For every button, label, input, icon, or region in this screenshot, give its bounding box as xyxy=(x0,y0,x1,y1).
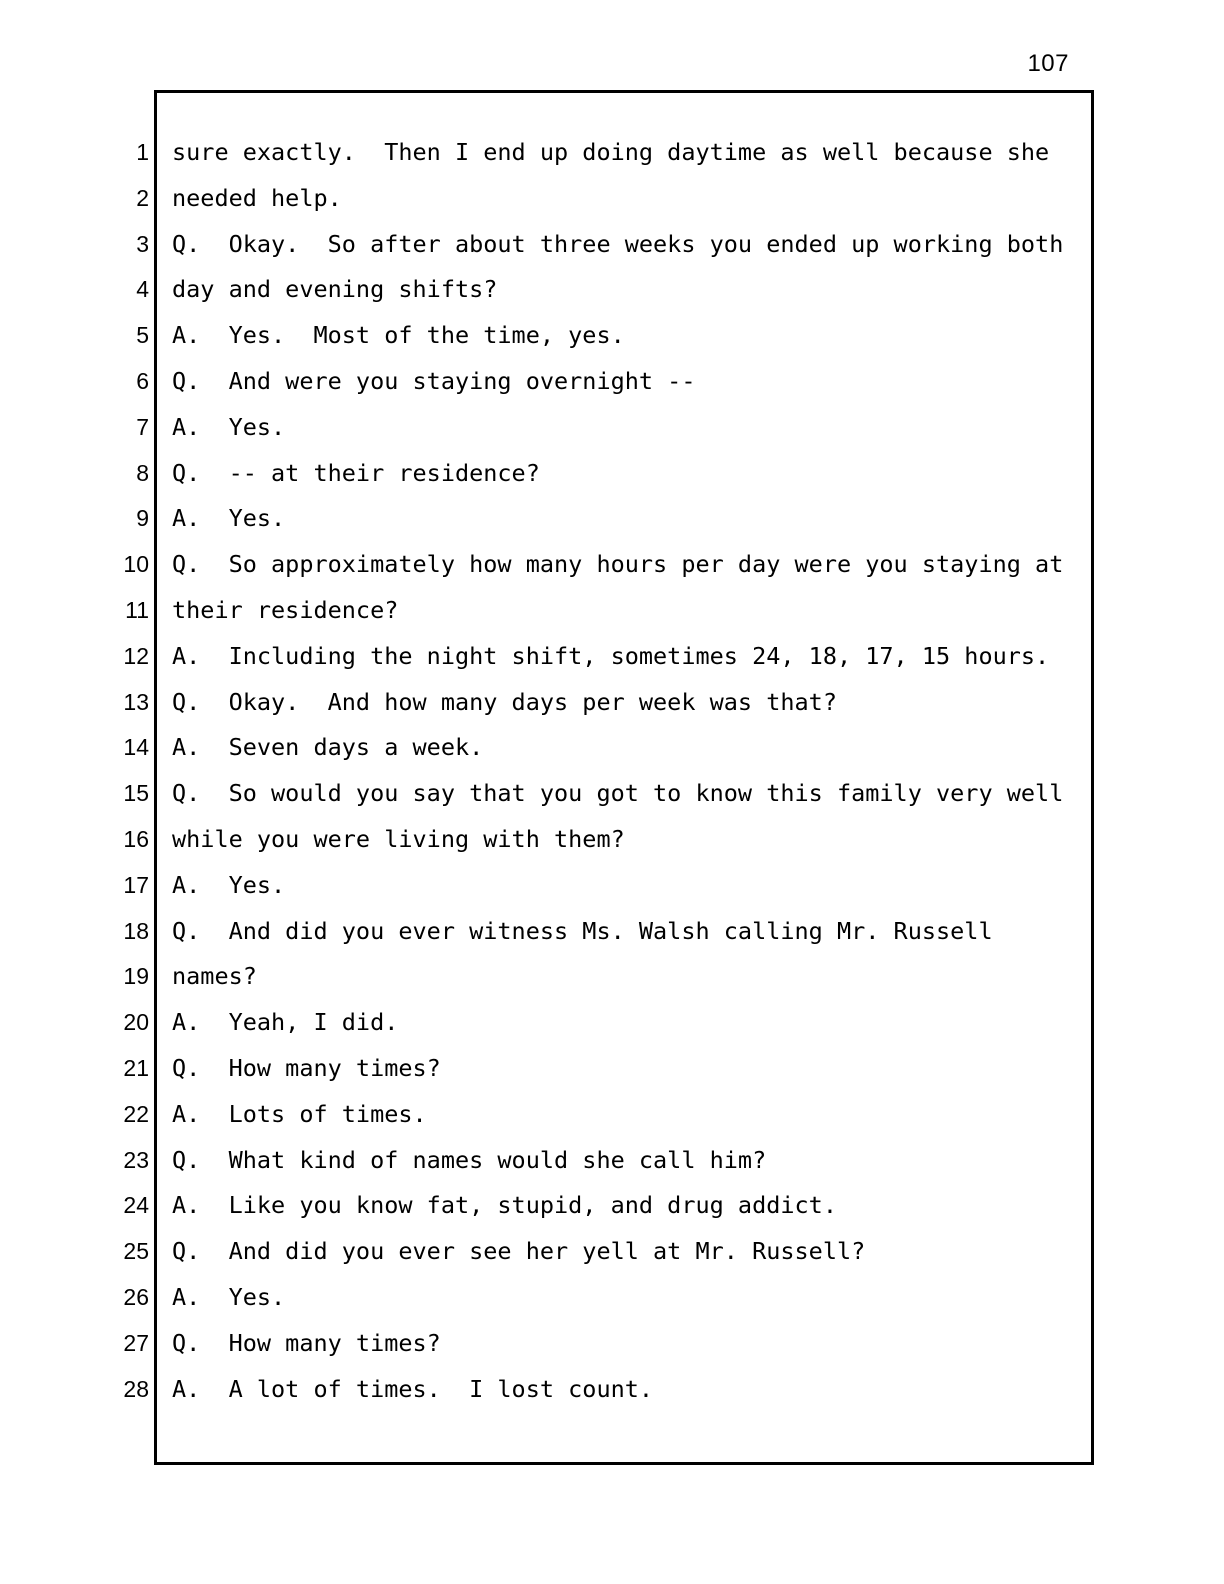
line-number: 21 xyxy=(123,1055,149,1081)
page-number: 107 xyxy=(1027,50,1069,77)
line-number: 27 xyxy=(123,1329,149,1356)
line-number: 22 xyxy=(123,1100,149,1127)
line-number: 9 xyxy=(136,505,149,532)
line-number: 1 xyxy=(136,139,149,165)
line-text: A. Yeah, I did. xyxy=(172,1008,399,1037)
line-number: 11 xyxy=(125,597,149,623)
line-text: Q. And did you ever witness Ms. Walsh calling Mr. Russell xyxy=(172,916,993,945)
transcript-line xyxy=(0,724,1224,770)
line-text: sure exactly. Then I end up doing daytime as well because she xyxy=(172,138,1050,166)
line-number: 19 xyxy=(123,963,149,990)
line-text: A. Yes. Most of the time, yes. xyxy=(172,321,625,350)
line-number: 15 xyxy=(123,780,149,807)
line-number: 14 xyxy=(123,734,149,761)
line-number: 6 xyxy=(136,368,149,394)
transcript-line xyxy=(0,999,1224,1045)
transcript-line xyxy=(0,1274,1224,1320)
transcript-line xyxy=(0,1045,1224,1091)
line-text: A. Including the night shift, sometimes 24, 18, 17, 15 hours. xyxy=(172,641,1050,670)
line-number: 26 xyxy=(123,1284,149,1310)
line-number: 5 xyxy=(136,322,149,349)
line-text: A. Seven days a week. xyxy=(172,733,484,762)
line-number: 2 xyxy=(136,184,149,211)
transcript-line xyxy=(0,450,1224,496)
line-text: day and evening shifts? xyxy=(172,275,498,304)
line-text: Q. Okay. And how many days per week was that? xyxy=(172,687,837,716)
line-number: 18 xyxy=(123,917,149,944)
line-text: names? xyxy=(172,962,257,991)
line-number: 23 xyxy=(123,1146,149,1173)
line-text: A. Like you know fat, stupid, and drug addict. xyxy=(172,1191,837,1220)
transcript-line xyxy=(0,1182,1224,1228)
line-number: 3 xyxy=(136,230,149,257)
transcript-line xyxy=(0,770,1224,816)
line-text: Q. And did you ever see her yell at Mr. Russell? xyxy=(172,1237,866,1266)
line-text: their residence? xyxy=(172,596,399,624)
line-number: 16 xyxy=(123,826,149,852)
transcript-line xyxy=(0,816,1224,862)
transcript-line xyxy=(0,1091,1224,1137)
transcript-line xyxy=(0,633,1224,679)
line-text: A. Yes. xyxy=(172,504,286,533)
line-text: Q. So approximately how many hours per day were you staying at xyxy=(172,550,1064,579)
line-text: while you were living with them? xyxy=(172,825,625,853)
transcript-line xyxy=(0,129,1224,175)
line-text: Q. Okay. So after about three weeks you ended up working both xyxy=(172,229,1064,258)
line-text: Q. And were you staying overnight -- xyxy=(172,367,696,395)
transcript-line xyxy=(0,495,1224,541)
transcript-line xyxy=(0,541,1224,587)
line-text: A. Yes. xyxy=(172,1283,286,1311)
line-number: 7 xyxy=(136,413,149,440)
transcript-line xyxy=(0,679,1224,725)
transcript-line xyxy=(0,312,1224,358)
line-text: Q. -- at their residence? xyxy=(172,458,540,487)
transcript-line xyxy=(0,1137,1224,1183)
transcript-line xyxy=(0,953,1224,999)
line-text: Q. How many times? xyxy=(172,1054,441,1082)
transcript-line xyxy=(0,1320,1224,1366)
line-number: 10 xyxy=(123,551,149,578)
line-text: Q. What kind of names would she call him? xyxy=(172,1145,767,1174)
transcript-line xyxy=(0,908,1224,954)
transcript-line xyxy=(0,404,1224,450)
transcript-line xyxy=(0,266,1224,312)
line-number: 13 xyxy=(123,688,149,715)
line-text: Q. How many times? xyxy=(172,1328,441,1357)
transcript-line xyxy=(0,358,1224,404)
line-text: A. Lots of times. xyxy=(172,1099,427,1128)
line-number: 4 xyxy=(136,276,149,303)
transcript-line xyxy=(0,1366,1224,1412)
line-number: 24 xyxy=(123,1192,149,1219)
transcript-line xyxy=(0,1228,1224,1274)
line-number: 28 xyxy=(123,1375,149,1402)
line-text: A. A lot of times. I lost count. xyxy=(172,1374,654,1403)
transcript-line xyxy=(0,221,1224,267)
line-text: needed help. xyxy=(172,183,342,212)
line-number: 25 xyxy=(123,1238,149,1265)
line-text: A. Yes. xyxy=(172,870,286,899)
line-text: Q. So would you say that you got to know this family very well xyxy=(172,779,1064,808)
line-number: 12 xyxy=(123,642,149,669)
transcript-line xyxy=(0,587,1224,633)
line-number: 8 xyxy=(136,459,149,486)
transcript-line xyxy=(0,175,1224,221)
transcript-line xyxy=(0,862,1224,908)
line-number: 17 xyxy=(123,871,149,898)
line-number: 20 xyxy=(123,1009,149,1036)
line-text: A. Yes. xyxy=(172,412,286,441)
